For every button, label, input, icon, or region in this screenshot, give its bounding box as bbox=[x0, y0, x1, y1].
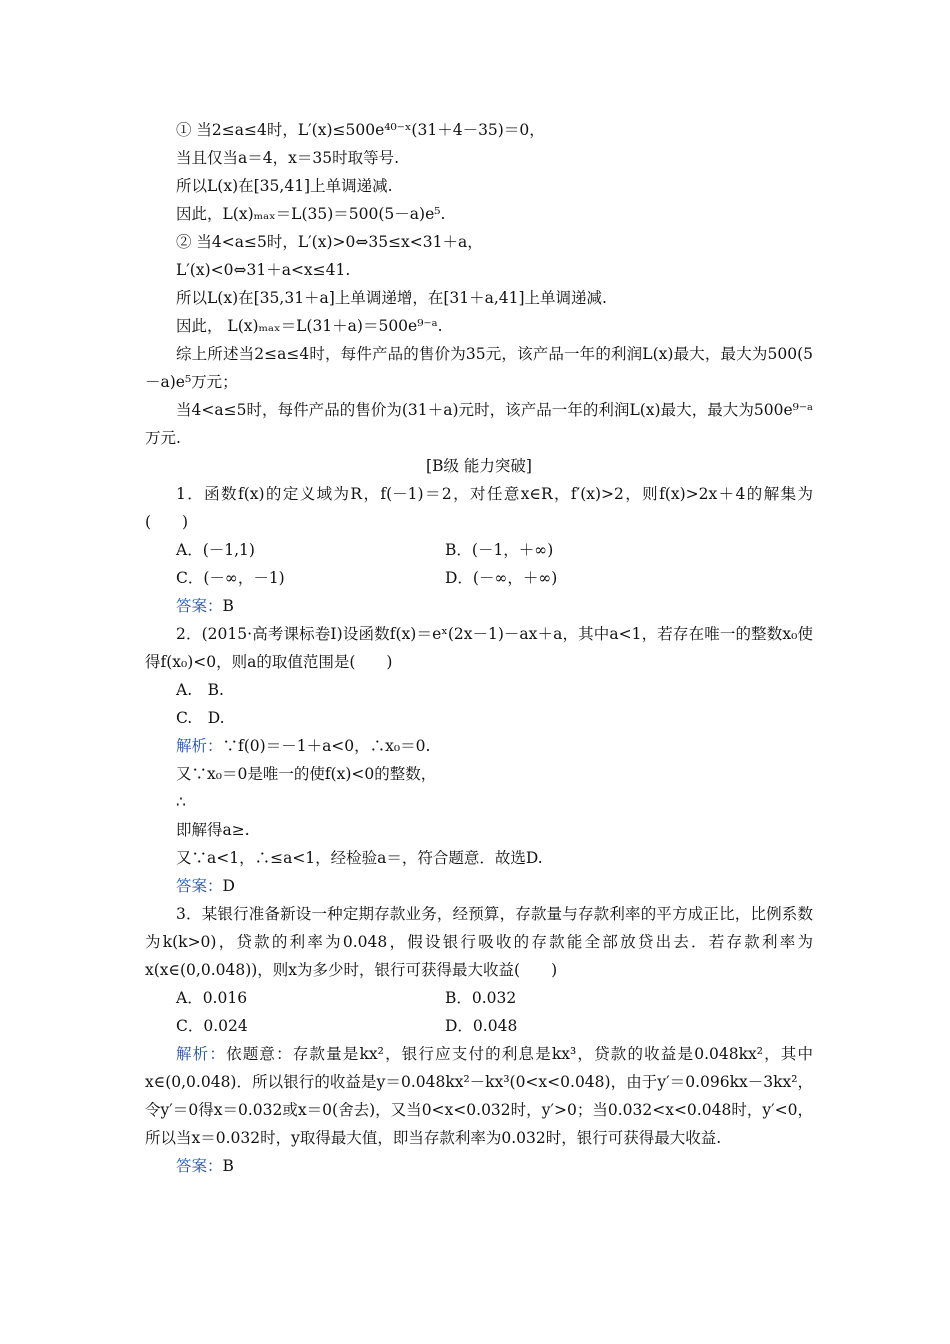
document-body bbox=[145, 116, 813, 1180]
text-line: 因此，L(x)ₘₐₓ＝L(35)＝500(5－a)e⁵. bbox=[176, 205, 446, 223]
option-b: B．0.032 bbox=[445, 989, 517, 1007]
question-1-options-row bbox=[145, 536, 813, 564]
option-b: B．(－1，＋∞) bbox=[445, 541, 554, 559]
text-line: ∴ bbox=[176, 793, 186, 811]
question-2-analysis bbox=[145, 732, 813, 760]
question-3-analysis bbox=[145, 1040, 813, 1152]
text-line: ① 当2≤a≤4时，L′(x)≤500e⁴⁰⁻ˣ(31＋4－35)＝0， bbox=[176, 121, 545, 139]
question-1-options-row bbox=[145, 564, 813, 592]
text-line: 当且仅当a＝4，x＝35时取等号. bbox=[176, 149, 399, 167]
question-3-options-row bbox=[145, 1012, 813, 1040]
question-1-answer bbox=[145, 592, 813, 620]
summary-paragraph: 综上所述当2≤a≤4时，每件产品的售价为35元，该产品一年的利润L(x)最大，最大为500(5－a)e⁵万元； bbox=[145, 345, 813, 391]
answer-label: 答案： bbox=[176, 597, 223, 615]
question-3-stem: 3．某银行准备新设一种定期存款业务，经预算，存款量与存款利率的平方成正比，比例系数为k(k>0)，贷款的利率为0.048，假设银行吸收的存款能全部放贷出去．若存款利率为x(x∈(0,0.048))，则x为多少时，银行可获得最大收益( ) bbox=[145, 905, 813, 979]
analysis-label: 解析： bbox=[176, 737, 223, 755]
question-2-answer bbox=[145, 872, 813, 900]
section-heading: [B级 能力突破] bbox=[426, 457, 532, 475]
analysis-text: ∵f(0)＝－1＋a<0，∴x₀＝0. bbox=[222, 737, 431, 755]
question-2-stem: 2．(2015·高考课标卷Ⅰ)设函数f(x)＝eˣ(2x－1)－ax＋a，其中a<1，若存在唯一的整数x₀使得f(x₀)<0，则a的取值范围是( ) bbox=[145, 625, 813, 671]
answer-label: 答案： bbox=[176, 877, 223, 895]
question-3-options-row bbox=[145, 984, 813, 1012]
question-3-answer bbox=[145, 1152, 813, 1180]
text-line: 因此， L(x)ₘₐₓ＝L(31＋a)＝500e⁹⁻ᵃ. bbox=[176, 317, 443, 335]
answer-value: D bbox=[222, 877, 235, 895]
text-line: L′(x)<0⇔31＋a<x≤41. bbox=[176, 261, 351, 279]
answer-value: B bbox=[222, 597, 234, 615]
text-line: 又∵a<1，∴≤a<1，经检验a＝，符合题意．故选D. bbox=[176, 849, 543, 867]
question-1-stem: 1．函数f(x)的定义域为R，f(－1)＝2，对任意x∈R，f′(x)>2，则f(x)>2x＋4的解集为( ) bbox=[145, 485, 813, 531]
analysis-label: 解析： bbox=[176, 1045, 227, 1063]
text-line: 即解得a≥. bbox=[176, 821, 250, 839]
analysis-text: 依题意：存款量是kx²，银行应支付的利息是kx³，贷款的收益是0.048kx²，其中x∈(0,0.048)．所以银行的收益是y＝0.048kx²－kx³(0<x<0.048)，由于y′＝0.096kx－3kx²，令y′＝0得x＝0.032或x＝0(舍去)，又当0<x<0.032时，y′>0；当0.032<x<0.048时，y′<0，所以当x＝0.032时，y取得最大值，即当存款利率为0.032时，银行可获得最大收益. bbox=[145, 1045, 813, 1147]
option-c: C．(－∞，－1) bbox=[176, 569, 285, 587]
text-line: 所以L(x)在[35,41]上单调递减. bbox=[176, 177, 393, 195]
text-line: ② 当4<a≤5时，L′(x)>0⇔35≤x<31＋a， bbox=[176, 233, 483, 251]
summary-paragraph: 当4<a≤5时，每件产品的售价为(31＋a)元时，该产品一年的利润L(x)最大，最大为500e⁹⁻ᵃ万元. bbox=[145, 401, 813, 447]
option-d: D．0.048 bbox=[445, 1017, 518, 1035]
option-c: C．0.024 bbox=[176, 1017, 248, 1035]
question-2-options-ab: A. B. bbox=[176, 681, 224, 699]
option-a: A．(－1,1) bbox=[176, 541, 255, 559]
answer-value: B bbox=[222, 1157, 234, 1175]
answer-label: 答案： bbox=[176, 1157, 223, 1175]
text-line: 又∵x₀＝0是唯一的使f(x)<0的整数， bbox=[176, 765, 437, 783]
text-line: 所以L(x)在[35,31＋a]上单调递增，在[31＋a,41]上单调递减. bbox=[176, 289, 607, 307]
question-2-options-cd: C. D. bbox=[176, 709, 225, 727]
option-a: A．0.016 bbox=[176, 989, 248, 1007]
option-d: D．(－∞，＋∞) bbox=[445, 569, 558, 587]
